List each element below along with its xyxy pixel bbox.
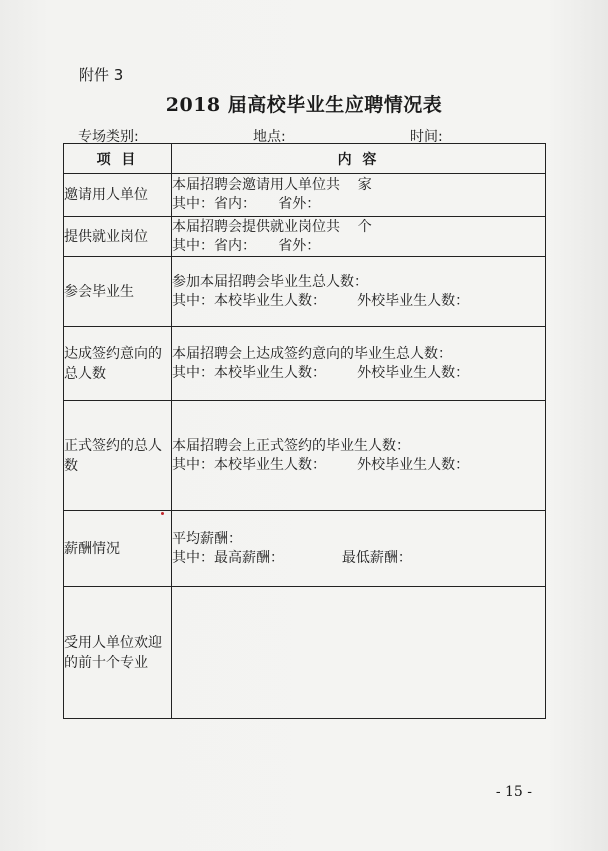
- content-line: 参加本届招聘会毕业生总人数：: [172, 273, 368, 290]
- table-row: [64, 257, 546, 327]
- row-label: 提供就业岗位: [64, 217, 172, 257]
- table-row: [64, 174, 546, 217]
- content-line: 本届招聘会提供就业岗位共 个: [172, 218, 372, 235]
- row-content: [172, 327, 546, 401]
- row-content: [172, 511, 546, 587]
- table-row: [64, 587, 546, 719]
- page-number: - 15 -: [495, 784, 532, 800]
- table-header-row: [64, 144, 546, 174]
- content-line: 本届招聘会上正式签约的毕业生人数：: [172, 437, 410, 454]
- meta-category: 专场类别:: [78, 129, 139, 145]
- content-line: 本届招聘会邀请用人单位共 家: [172, 177, 372, 193]
- recruitment-table: [63, 143, 546, 719]
- row-label: 受用人单位欢迎的前十个专业: [64, 587, 172, 719]
- row-content-empty[interactable]: [172, 587, 546, 719]
- header-item: 项 目: [64, 144, 172, 174]
- row-content: [172, 401, 546, 511]
- table-row: [64, 327, 546, 401]
- row-content: [172, 174, 546, 217]
- content-line: 其中：省内： 省外：: [172, 196, 321, 212]
- row-content: [172, 257, 546, 327]
- content-line: 本届招聘会上达成签约意向的毕业生总人数：: [172, 345, 452, 362]
- row-label: 薪酬情况: [64, 511, 172, 587]
- content-line: 其中：本校毕业生人数： 外校毕业生人数：: [172, 456, 470, 473]
- content-line: 其中：省内： 省外：: [172, 237, 321, 254]
- ink-speck: [161, 512, 164, 515]
- attachment-label: 附件 3: [79, 66, 124, 84]
- meta-location: 地点:: [253, 129, 286, 145]
- row-label: 邀请用人单位: [64, 174, 172, 217]
- row-label: 达成签约意向的总人数: [64, 327, 172, 401]
- content-line: 平均薪酬：: [172, 530, 242, 547]
- table-row: [64, 217, 546, 257]
- content-line: 其中：本校毕业生人数： 外校毕业生人数：: [172, 292, 470, 309]
- row-label: 正式签约的总人数: [64, 401, 172, 511]
- table-row: [64, 401, 546, 511]
- content-line: 其中：最高薪酬： 最低薪酬：: [172, 549, 412, 566]
- table-row: [64, 511, 546, 587]
- page-title: 2018 届高校毕业生应聘情况表: [165, 94, 443, 116]
- meta-time: 时间:: [410, 129, 443, 145]
- row-content: [172, 217, 546, 257]
- content-line: 其中：本校毕业生人数： 外校毕业生人数：: [172, 364, 470, 381]
- row-label: 参会毕业生: [64, 257, 172, 327]
- header-content: 内 容: [172, 144, 546, 174]
